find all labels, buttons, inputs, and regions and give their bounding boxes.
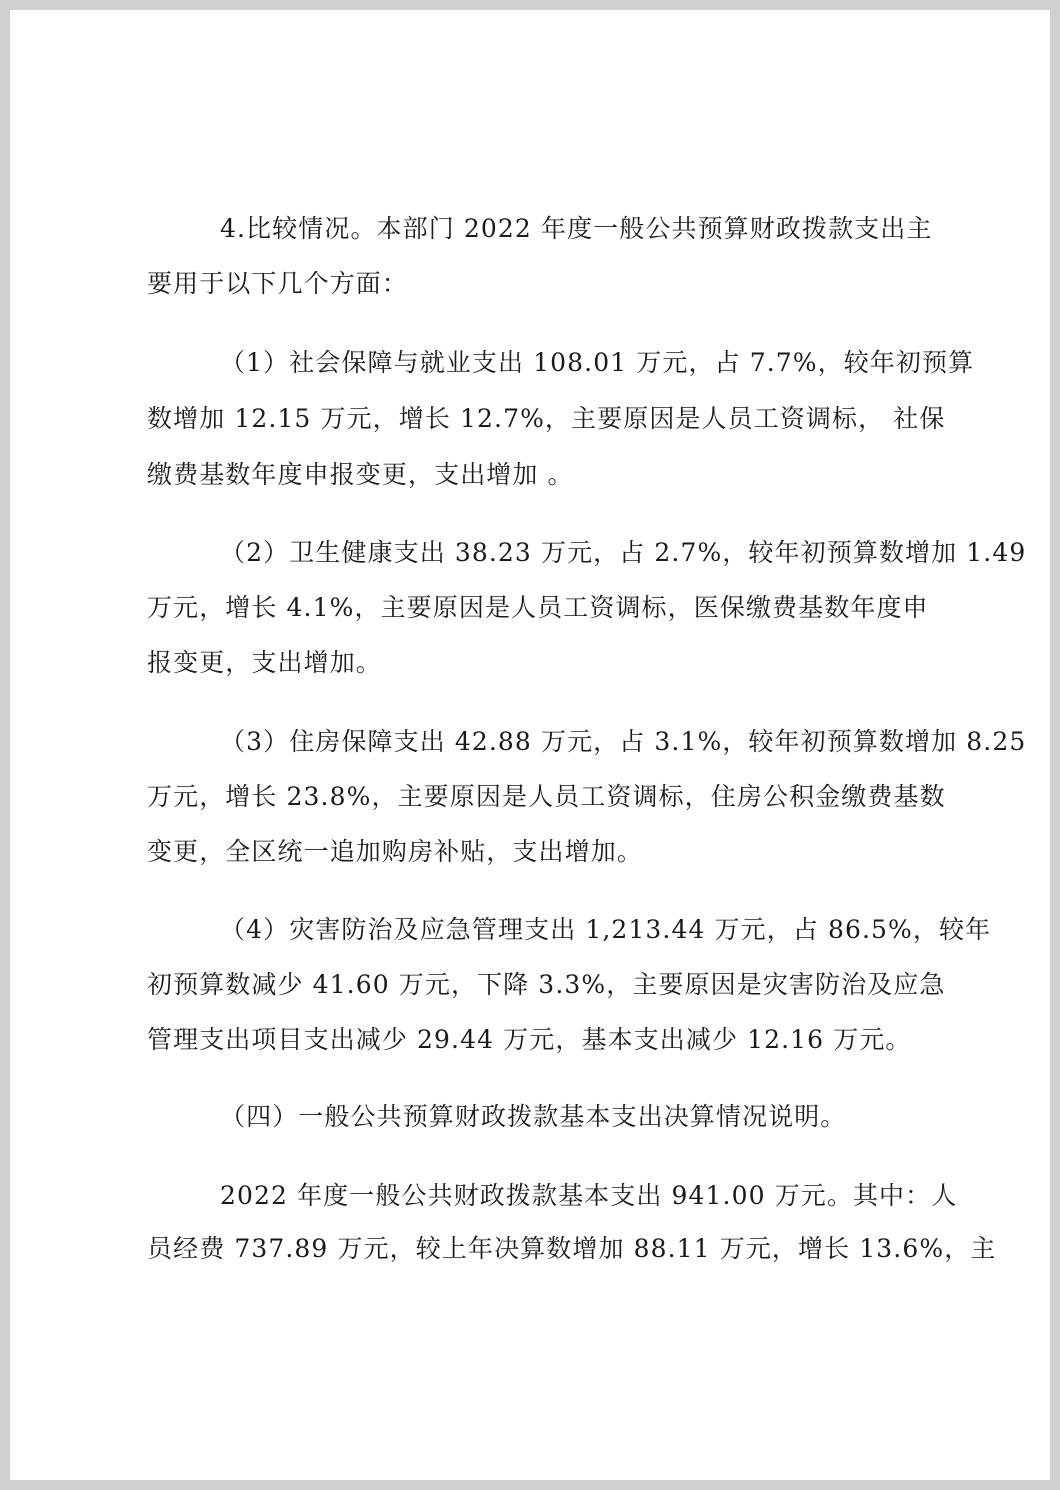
para-item2-line-2: 万元，增长 4.1%，主要原因是人员工资调标，医保缴费基数年度申 (147, 593, 929, 622)
para-item2-line-3: 报变更，支出增加。 (147, 648, 382, 677)
para-item3-line-1: （3）住房保障支出 42.88 万元，占 3.1%，较年初预算数增加 8.25 (220, 727, 1027, 756)
document-page (10, 10, 1050, 1480)
para-comparison-line-2: 要用于以下几个方面： (147, 269, 409, 298)
para-item1-line-2: 数增加 12.15 万元，增长 12.7%，主要原因是人员工资调标， 社保 (147, 404, 946, 433)
para-item4-line-2: 初预算数减少 41.60 万元，下降 3.3%，主要原因是灾害防治及应急 (147, 970, 946, 999)
para-basic-expenditure-line-2: 员经费 737.89 万元，较上年决算数增加 88.11 万元，增长 13.6%，主 (147, 1234, 997, 1263)
para-item1-line-3: 缴费基数年度申报变更，支出增加 。 (147, 460, 574, 489)
para-comparison-line-1: 4.比较情况。本部门 2022 年度一般公共预算财政拨款支出主 (220, 214, 933, 243)
para-item2-line-1: （2）卫生健康支出 38.23 万元，占 2.7%，较年初预算数增加 1.49 (220, 538, 1027, 567)
section-heading-four: （四）一般公共预算财政拨款基本支出决算情况说明。 (220, 1102, 847, 1131)
para-item3-line-3: 变更，全区统一追加购房补贴，支出增加。 (147, 837, 643, 866)
para-item3-line-2: 万元，增长 23.8%，主要原因是人员工资调标，住房公积金缴费基数 (147, 782, 946, 811)
para-basic-expenditure-line-1: 2022 年度一般公共财政拨款基本支出 941.00 万元。其中：人 (220, 1181, 958, 1210)
para-item1-line-1: （1）社会保障与就业支出 108.01 万元，占 7.7%，较年初预算 (220, 348, 975, 377)
para-item4-line-3: 管理支出项目支出减少 29.44 万元，基本支出减少 12.16 万元。 (147, 1025, 912, 1054)
para-item4-line-1: （4）灾害防治及应急管理支出 1,213.44 万元，占 86.5%，较年 (220, 915, 992, 944)
